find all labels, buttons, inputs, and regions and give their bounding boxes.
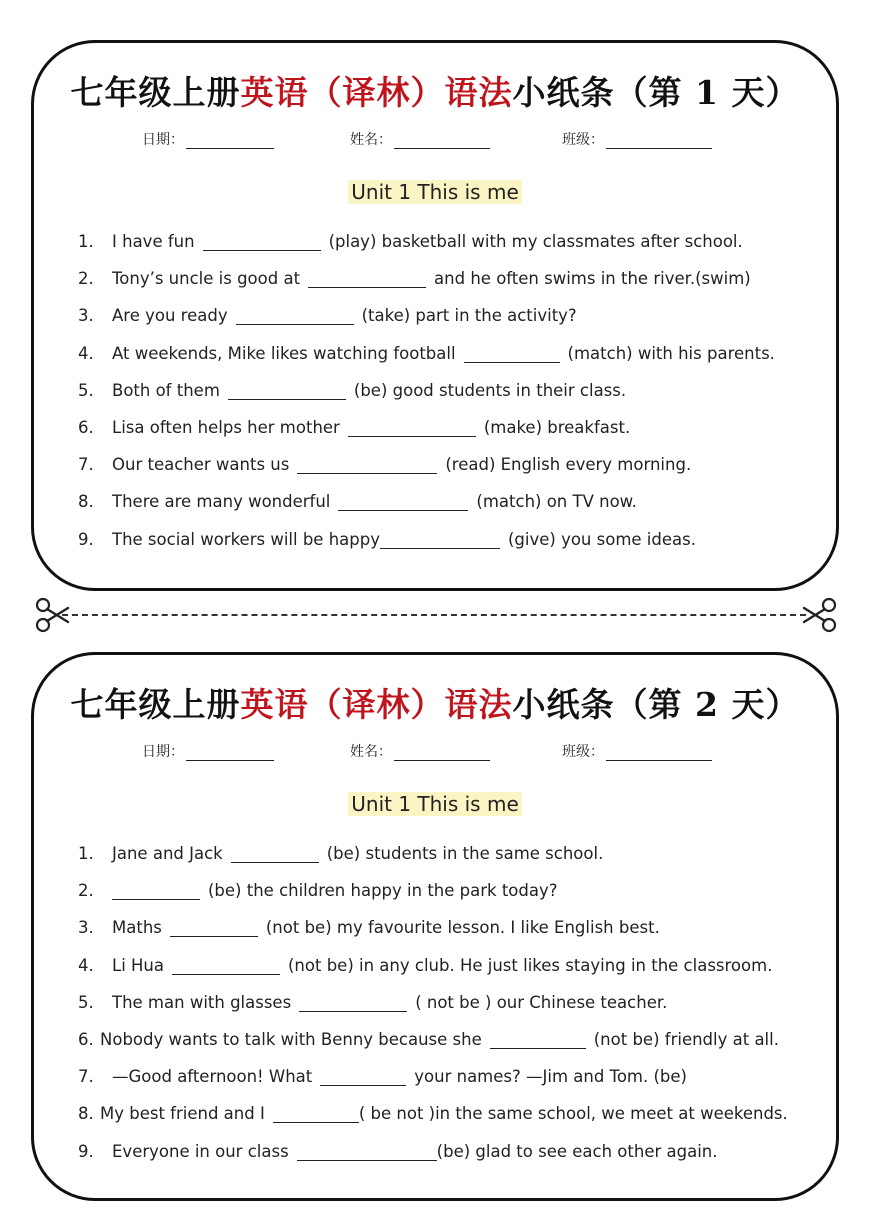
answer-blank[interactable] — [236, 304, 354, 325]
scissors-icon — [800, 596, 838, 634]
name-blank[interactable] — [394, 134, 490, 149]
name-label: 姓名： — [350, 132, 392, 148]
class-field[interactable] — [562, 129, 712, 149]
answer-blank[interactable] — [297, 1140, 437, 1161]
exercise-item: 9. Everyone in our class (be) glad to see each other again. — [78, 1141, 718, 1161]
name-field[interactable] — [350, 741, 490, 761]
exercise-item: 1. Jane and Jack (be) students in the same school. — [78, 844, 604, 863]
worksheet-card-day-1 — [31, 40, 839, 591]
answer-blank[interactable] — [273, 1102, 359, 1123]
answer-blank[interactable] — [231, 842, 319, 863]
exercise-item: 3. Maths (not be) my favourite lesson. I like English best. — [78, 918, 660, 938]
card-title: 七年级上册英语（译林）语法小纸条（第 1 天） — [70, 73, 800, 112]
answer-blank[interactable] — [297, 453, 437, 474]
answer-blank[interactable] — [172, 954, 280, 975]
exercise-item: 9. The social workers will be happy (give) you some ideas. — [78, 529, 696, 549]
answer-blank[interactable] — [348, 416, 476, 437]
answer-blank[interactable] — [338, 490, 468, 511]
date-field[interactable] — [142, 741, 274, 761]
answer-blank[interactable] — [203, 230, 321, 251]
answer-blank[interactable] — [170, 916, 258, 937]
exercise-item: 7. —Good afternoon! What your names? —Jim and Tom. (be) — [78, 1067, 687, 1087]
exercise-item: 8. There are many wonderful (match) on TV now. — [78, 492, 637, 512]
exercise-list — [78, 835, 788, 1170]
answer-blank[interactable] — [308, 267, 426, 288]
unit-heading: Unit 1 This is me — [34, 792, 836, 816]
class-label: 班级： — [562, 744, 604, 760]
exercise-item: 3. Are you ready (take) part in the activity? — [78, 306, 577, 326]
name-blank[interactable] — [394, 746, 490, 761]
answer-blank[interactable] — [112, 879, 200, 900]
exercise-item: 5. Both of them (be) good students in their class. — [78, 380, 627, 400]
answer-blank[interactable] — [299, 991, 407, 1012]
date-label: 日期： — [142, 744, 184, 760]
date-field[interactable] — [142, 129, 274, 149]
answer-blank[interactable] — [490, 1028, 586, 1049]
exercise-list — [78, 223, 775, 558]
exercise-item: 6. Nobody wants to talk with Benny because she (not be) friendly at all. — [78, 1029, 779, 1049]
exercise-item: 4. At weekends, Mike likes watching football (match) with his parents. — [78, 343, 775, 363]
exercise-item: 7. Our teacher wants us (read) English every morning. — [78, 455, 692, 475]
class-blank[interactable] — [606, 746, 712, 761]
date-blank[interactable] — [186, 746, 274, 761]
student-info-row — [34, 741, 836, 761]
exercise-item: 2. (be) the children happy in the park today? — [78, 881, 558, 901]
cut-line — [62, 614, 806, 616]
exercise-item: 8. My best friend and I ( be not )in the same school, we meet at weekends. — [78, 1104, 788, 1124]
exercise-item: 5. The man with glasses ( not be ) our Chinese teacher. — [78, 992, 668, 1012]
answer-blank[interactable] — [320, 1065, 406, 1086]
exercise-item: 1. I have fun (play) basketball with my classmates after school. — [78, 232, 743, 251]
name-field[interactable] — [350, 129, 490, 149]
exercise-item: 4. Li Hua (not be) in any club. He just likes staying in the classroom. — [78, 955, 773, 975]
class-label: 班级： — [562, 132, 604, 148]
class-field[interactable] — [562, 741, 712, 761]
answer-blank[interactable] — [380, 528, 500, 549]
exercise-item: 6. Lisa often helps her mother (make) breakfast. — [78, 417, 631, 437]
date-label: 日期： — [142, 132, 184, 148]
name-label: 姓名： — [350, 744, 392, 760]
answer-blank[interactable] — [464, 342, 560, 363]
date-blank[interactable] — [186, 134, 274, 149]
card-title: 七年级上册英语（译林）语法小纸条（第 2 天） — [70, 685, 800, 724]
exercise-item: 2. Tony’s uncle is good at and he often swims in the river.(swim) — [78, 269, 751, 289]
unit-heading: Unit 1 This is me — [34, 180, 836, 204]
student-info-row — [34, 129, 836, 149]
answer-blank[interactable] — [228, 379, 346, 400]
class-blank[interactable] — [606, 134, 712, 149]
worksheet-card-day-2 — [31, 652, 839, 1201]
